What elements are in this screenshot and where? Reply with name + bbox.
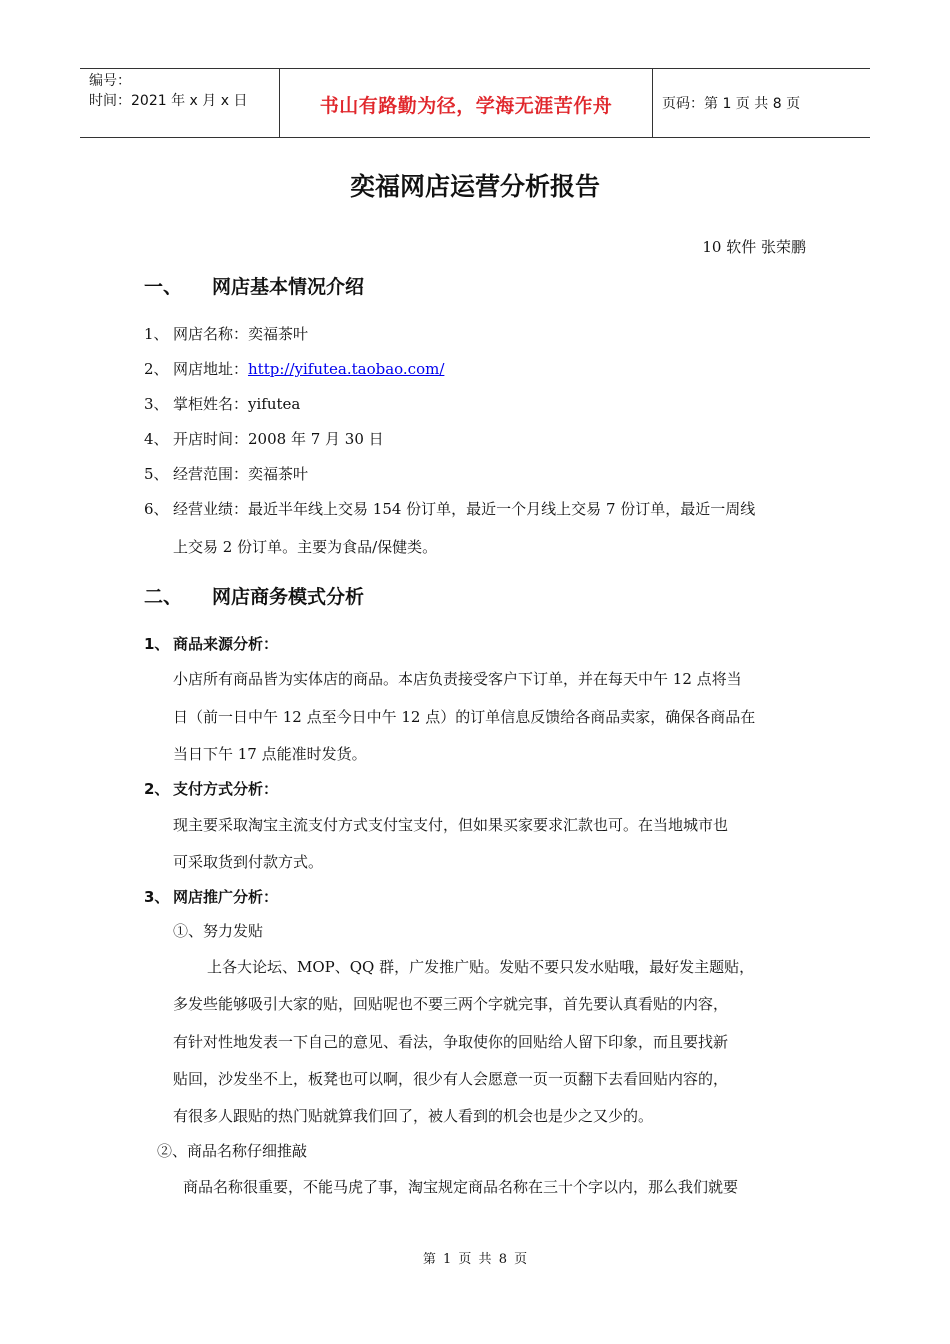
author: 10 软件 张荣鹏 bbox=[702, 238, 806, 256]
subsection-heading: 1、 商品来源分析： bbox=[144, 635, 279, 653]
section-1-title: 网店基本情况介绍 bbox=[212, 276, 365, 298]
page-footer: 第 1 页 共 8 页 bbox=[422, 1252, 528, 1267]
paragraph-line: 日（前一日中午 12 点至今日中午 12 点）的订单信息反馈给各商品卖家，确保各商品在 bbox=[173, 708, 756, 726]
page-header bbox=[80, 68, 870, 138]
section-2-heading bbox=[144, 582, 364, 609]
paragraph-line: 上各大论坛、MOP、QQ 群，广发推广贴。发贴不要只发水贴哦，最好发主题贴， bbox=[207, 958, 755, 976]
motto: 书山有路勤为径，学海无涯苦作舟 bbox=[280, 69, 653, 137]
header-meta bbox=[80, 69, 280, 137]
section-2-number: 二、 bbox=[144, 586, 183, 608]
list-item: 3、 掌柜姓名：yifutea bbox=[144, 395, 301, 413]
point-heading: ②、商品名称仔细推敲 bbox=[157, 1142, 308, 1160]
list-item: 6、 经营业绩：最近半年线上交易 154 份订单，最近一个月线上交易 7 份订单，最近一周线 bbox=[144, 500, 756, 518]
point-heading: ①、努力发贴 bbox=[173, 922, 264, 940]
section-1-heading bbox=[144, 272, 364, 299]
paragraph-line: 小店所有商品皆为实体店的商品。本店负责接受客户下订单，并在每天中午 12 点将当 bbox=[173, 670, 742, 688]
subsection-heading: 3、 网店推广分析： bbox=[144, 888, 279, 906]
paragraph-line: 有针对性地发表一下自己的意见、看法，争取使你的回贴给人留下印象，而且要找新 bbox=[173, 1033, 729, 1051]
list-item: 4、 开店时间：2008 年 7 月 30 日 bbox=[144, 430, 384, 448]
section-2-title: 网店商务模式分析 bbox=[212, 586, 365, 608]
paragraph-line: 商品名称很重要，不能马虎了事，淘宝规定商品名称在三十个字以内，那么我们就要 bbox=[183, 1178, 739, 1196]
list-item: 1、 网店名称：奕福茶叶 bbox=[144, 325, 309, 343]
section-1-number: 一、 bbox=[144, 276, 183, 298]
paragraph-line: 可采取货到付款方式。 bbox=[173, 853, 324, 871]
paragraph-line: 有很多人跟贴的热门贴就算我们回了，被人看到的机会也是少之又少的。 bbox=[173, 1107, 654, 1125]
document-title: 奕福网店运营分析报告 bbox=[349, 172, 600, 201]
subsection-heading: 2、 支付方式分析： bbox=[144, 780, 279, 798]
paragraph-line: 多发些能够吸引大家的贴，回贴呢也不要三两个字就完事，首先要认真看贴的内容， bbox=[173, 995, 729, 1013]
paragraph-line: 现主要采取淘宝主流支付方式支付宝支付，但如果买家要求汇款也可。在当地城市也 bbox=[173, 816, 729, 834]
paragraph-line: 当日下午 17 点能准时发货。 bbox=[173, 745, 367, 763]
list-item-continuation: 上交易 2 份订单。主要为食品/保健类。 bbox=[173, 538, 438, 556]
list-item: 2、 网店地址：http://yifutea.taobao.com/ bbox=[144, 360, 445, 378]
shop-url-link[interactable]: http://yifutea.taobao.com/ bbox=[248, 360, 445, 378]
page-info: 页码：第 1 页 共 8 页 bbox=[662, 96, 801, 112]
paragraph-line: 贴回，沙发坐不上，板凳也可以啊，很少有人会愿意一页一页翻下去看回贴内容的， bbox=[173, 1070, 729, 1088]
number-label: 编号： bbox=[89, 73, 131, 89]
time-label: 时间：2021 年 x 月 x 日 bbox=[89, 93, 248, 109]
list-item: 5、 经营范围：奕福茶叶 bbox=[144, 465, 309, 483]
